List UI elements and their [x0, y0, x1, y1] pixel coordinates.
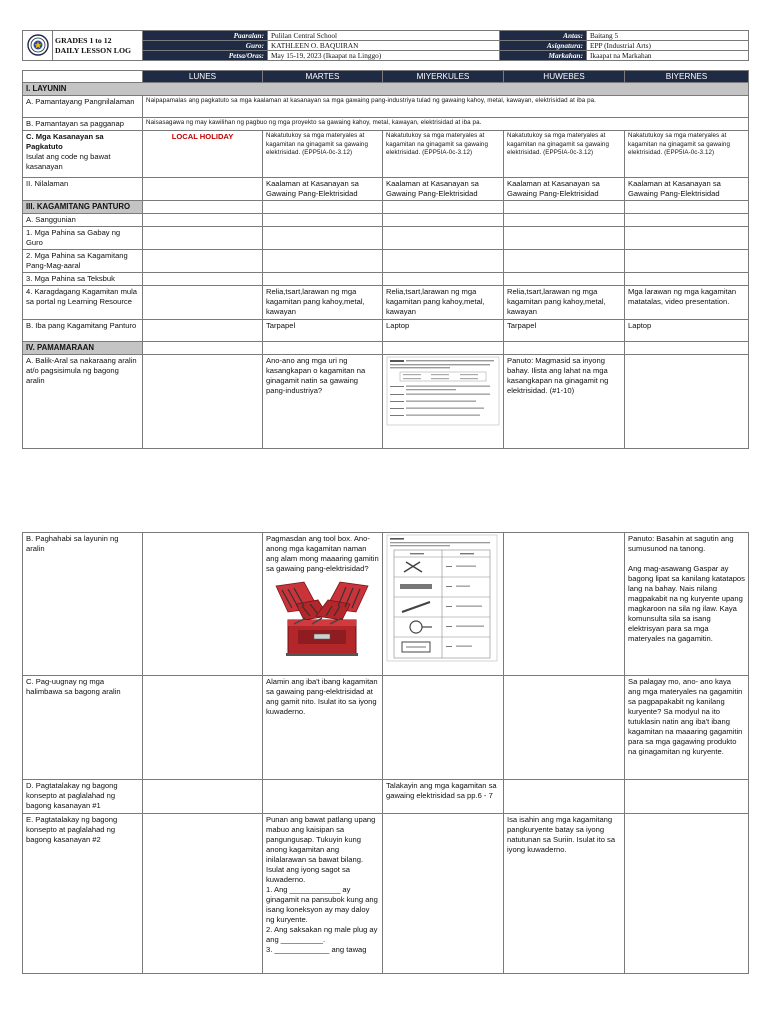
paghahabi-biyernes-panuto: Panuto: Basahin at sagutin ang sumusunod na tanong.: [628, 534, 734, 553]
row-label-kasanayan: [23, 131, 143, 178]
lesson-log-table-page1: [22, 70, 749, 449]
blank: [143, 355, 263, 449]
grade-label: Antas:: [500, 31, 587, 41]
blank: [383, 201, 504, 214]
blank: [143, 814, 263, 974]
section-pamamaraan: IV. PAMAMARAAN: [23, 342, 143, 355]
blank: [625, 201, 749, 214]
karagdagang-martes: Relia,tsart,larawan ng mga kagamitan pang kahoy,metal, kawayan: [263, 286, 383, 320]
deped-seal-icon: [27, 34, 49, 56]
day-header-blank: [23, 71, 143, 83]
row-label-pagtatalakay-1: D. Pagtatalakay ng bagong konsepto at paglalahad ng bagong kasanayan #1: [23, 780, 143, 814]
day-header-lunes: LUNES: [143, 71, 263, 83]
blank: [143, 286, 263, 320]
blank: [625, 342, 749, 355]
school-logo: [23, 31, 53, 61]
blank: [143, 676, 263, 780]
pagtatalakay-2-item-1: 1. Ang ____________ ay ginagamit na pansubok kung ang isang koneksyon ay may daloy ng kuryente.: [266, 885, 378, 924]
school-value: Pulilan Central School: [268, 31, 500, 41]
blank: [625, 273, 749, 286]
kasanayan-martes: Nakatutukoy sa mga materyales at kagamitan na ginagamit sa gawaing elektrisidad. (EPP5IA-0c-3.12): [263, 131, 383, 178]
lesson-log-header: [22, 30, 749, 61]
blank: [625, 214, 749, 227]
row-label-paghahabi: B. Paghahabi sa layunin ng aralin: [23, 533, 143, 676]
quarter-label: Markahan:: [500, 51, 587, 61]
log-line: DAILY LESSON LOG: [55, 45, 132, 55]
blank: [143, 320, 263, 342]
lesson-log-table-page2: [22, 532, 749, 974]
pag-uugnay-biyernes: Sa palagay mo, ano- ano kaya ang mga materyales na gagamitin sa pagpapakabit ng kanilang kuryente? Sa modyul na ito tutuklasin natin ang iba't ibang kagamitan na maaaring gagamitin para sa mga gagawing produkto na ginagamitan ng kuryente.: [625, 676, 749, 780]
row-label-pahina-teksbuk: 3. Mga Pahina sa Teksbuk: [23, 273, 143, 286]
blank: [263, 201, 383, 214]
pagtatalakay-2-item-2: 2. Ang saksakan ng male plug ay ang __________.: [266, 925, 378, 944]
karagdagang-biyernes: Mga larawan ng mga kagamitan matatalas, video presentation.: [625, 286, 749, 320]
iba-pang-miyerkules: Laptop: [383, 320, 504, 342]
blank: [504, 227, 625, 250]
nilalaman-martes: Kaalaman at Kasanayan sa Gawaing Pang-Elektrisidad: [263, 178, 383, 201]
grades-line: GRADES 1 to 12: [55, 35, 112, 45]
row-label-nilalaman: II. Nilalaman: [23, 178, 143, 201]
blank: [504, 250, 625, 273]
balik-aral-huwebes: Panuto: Magmasid sa inyong bahay. Ilista ang lahat na mga kasangkapan na ginagamit ng elektrisidad. (#1-10): [504, 355, 625, 449]
pagtatalakay-2-martes: [263, 814, 383, 974]
paghahabi-martes: [263, 533, 383, 676]
day-header-martes: MARTES: [263, 71, 383, 83]
paghahabi-biyernes-kuwento: Ang mag-asawang Gaspar ay bagong lipat sa kanilang katatapos lang na bahay. Nais nilang magpakabit na ng kuryente upang magkaroon na sila ng ilaw. Kaya komunsulta sila sa isang elektrisyan para sa mga materyales na gagamitin.: [628, 564, 745, 643]
worksheet-matching-thumbnail: [386, 534, 498, 662]
quarter-value: Ikaapat na Markahan: [587, 51, 749, 61]
blank: [263, 214, 383, 227]
school-label: Paaralan:: [143, 31, 268, 41]
blank: [143, 214, 263, 227]
pamantayang-pangnilalaman-text: Naipapamalas ang pagkatuto sa mga kaalaman at kasanayan sa mga gawaing pang-industriya tulad ng gawaing kahoy, metal, kawayan, elektrisidad at iba pa.: [143, 96, 749, 118]
day-header-biyernes: BIYERNES: [625, 71, 749, 83]
pagtatalakay-2-item-3: 3. _____________ ang tawag: [266, 945, 367, 954]
pag-uugnay-martes: Alamin ang iba't ibang kagamitan sa gawaing pang-elektrisidad at ang gamit nito. Isulat ito sa iyong kuwaderno.: [263, 676, 383, 780]
blank: [263, 250, 383, 273]
kasanayan-subtitle: Isulat ang code ng bawat kasanayan: [26, 152, 111, 171]
row-label-pagtatalakay-2: E. Pagtatalakay ng bagong konsepto at paglalahad ng bagong kasanayan #2: [23, 814, 143, 974]
row-label-sanggunian: A. Sanggunian: [23, 214, 143, 227]
blank: [383, 250, 504, 273]
local-holiday: LOCAL HOLIDAY: [143, 131, 263, 178]
blank: [504, 780, 625, 814]
blank: [143, 227, 263, 250]
blank: [504, 676, 625, 780]
blank: [263, 273, 383, 286]
blank: [263, 342, 383, 355]
day-header-huwebes: HUWEBES: [504, 71, 625, 83]
kasanayan-biyernes: Nakatutukoy sa mga materyales at kagamitan na ginagamit sa gawaing elektrisidad. (EPP5IA-0c-3.12): [625, 131, 749, 178]
teacher-label: Guro:: [143, 41, 268, 51]
subject-value: EPP (Industrial Arts): [587, 41, 749, 51]
row-label-karagdagang-kagamitan: 4. Karagdagang Kagamitan mula sa portal ng Learning Resource: [23, 286, 143, 320]
pagtatalakay-1-miyerkules: Talakayin ang mga kagamitan sa gawaing elektrisidad sa pp.6 - 7: [383, 780, 504, 814]
blank: [625, 814, 749, 974]
row-label-pahina-kagamitan: 2. Mga Pahina sa Kagamitang Pang-Mag-aaral: [23, 250, 143, 273]
blank: [383, 342, 504, 355]
date-value: May 15-19, 2023 (Ikaapat na Linggo): [268, 51, 500, 61]
blank: [504, 273, 625, 286]
iba-pang-huwebes: Tarpapel: [504, 320, 625, 342]
blank: [383, 214, 504, 227]
kasanayan-title: C. Mga Kasanayan sa Pagkatuto: [26, 132, 104, 151]
pagtatalakay-2-instructions: Punan ang bawat patlang upang mabuo ang kaisipan sa pangungusap. Tukuyin kung anong kagamitan ang inilalarawan sa bawat bilang. Isulat ang iyong sagot sa kuwaderno.: [266, 815, 376, 884]
teacher-value: KATHLEEN O. BAQUIRAN: [268, 41, 500, 51]
section-kagamitang-panturo: III. KAGAMITANG PANTURO: [23, 201, 143, 214]
row-label-pamantayang-pangnilalaman: A. Pamantayang Pangnilalaman: [23, 96, 143, 118]
blank: [143, 201, 263, 214]
karagdagang-miyerkules: Relia,tsart,larawan ng mga kagamitan pang kahoy,metal, kawayan: [383, 286, 504, 320]
nilalaman-biyernes: Kaalaman at Kasanayan sa Gawaing Pang-Elektrisidad: [625, 178, 749, 201]
blank: [383, 814, 504, 974]
balik-aral-martes: Ano-ano ang mga uri ng kasangkapan o kagamitan na ginagamit natin sa gawaing pang-industriya?: [263, 355, 383, 449]
blank: [143, 342, 263, 355]
blank: [625, 355, 749, 449]
paghahabi-martes-text: Pagmasdan ang tool box. Ano-anong mga kagamitan naman ang alam mong maaaring gamitin sa gawaing pang-elektrisidad?: [266, 534, 379, 573]
paghahabi-miyerkules: [383, 533, 504, 676]
log-title: [53, 31, 143, 61]
kasanayan-huwebes: Nakatutukoy sa mga materyales at kagamitan na ginagamit sa gawaing elektrisidad. (EPP5IA-0c-3.12): [504, 131, 625, 178]
blank: [383, 227, 504, 250]
iba-pang-martes: Tarpapel: [263, 320, 383, 342]
day-header-miyerkules: MIYERKULES: [383, 71, 504, 83]
blank: [383, 273, 504, 286]
kasanayan-miyerkules: Nakatutukoy sa mga materyales at kagamitan na ginagamit sa gawaing elektrisidad. (EPP5IA-0c-3.12): [383, 131, 504, 178]
row-label-pamantayan-pagganap: B. Pamantayan sa pagganap: [23, 118, 143, 131]
blank: [263, 780, 383, 814]
row-label-iba-pang-kagamitan: B. Iba pang Kagamitang Panturo: [23, 320, 143, 342]
blank: [143, 780, 263, 814]
blank: [143, 250, 263, 273]
section-layunin: I. LAYUNIN: [23, 83, 749, 96]
row-label-pag-uugnay: C. Pag-uugnay ng mga halimbawa sa bagong aralin: [23, 676, 143, 780]
blank: [504, 201, 625, 214]
nilalaman-miyerkules: Kaalaman at Kasanayan sa Gawaing Pang-Elektrisidad: [383, 178, 504, 201]
blank: [504, 533, 625, 676]
blank: [263, 227, 383, 250]
blank: [625, 250, 749, 273]
blank: [625, 227, 749, 250]
worksheet-thumbnail: [386, 356, 500, 426]
paghahabi-biyernes: [625, 533, 749, 676]
date-label: Petsa/Oras:: [143, 51, 268, 61]
nilalaman-huwebes: Kaalaman at Kasanayan sa Gawaing Pang-Elektrisidad: [504, 178, 625, 201]
blank: [383, 676, 504, 780]
row-label-balik-aral: A. Balik-Aral sa nakaraang aralin at/o pagsisimula ng bagong aralin: [23, 355, 143, 449]
iba-pang-biyernes: Laptop: [625, 320, 749, 342]
row-label-pahina-gabay: 1. Mga Pahina sa Gabay ng Guro: [23, 227, 143, 250]
balik-aral-miyerkules: [383, 355, 504, 449]
blank: [504, 342, 625, 355]
karagdagang-huwebes: Relia,tsart,larawan ng mga kagamitan pang kahoy,metal, kawayan: [504, 286, 625, 320]
toolbox-image: [266, 578, 378, 660]
grade-value: Baitang 5: [587, 31, 749, 41]
blank: [504, 214, 625, 227]
blank: [143, 533, 263, 676]
blank: [625, 780, 749, 814]
pagtatalakay-2-huwebes: Isa isahin ang mga kagamitang pangkuryente batay sa iyong natutunan sa Suriin. Isulat ito sa iyong kuwaderno.: [504, 814, 625, 974]
subject-label: Asignatura:: [500, 41, 587, 51]
pamantayan-pagganap-text: Naisasagawa ng may kawilihan ng pagbuo ng mga proyekto sa gawaing kahoy, metal, kawayan, elektrisidad at iba pa.: [143, 118, 749, 131]
blank: [143, 273, 263, 286]
nilalaman-lunes: [143, 178, 263, 201]
